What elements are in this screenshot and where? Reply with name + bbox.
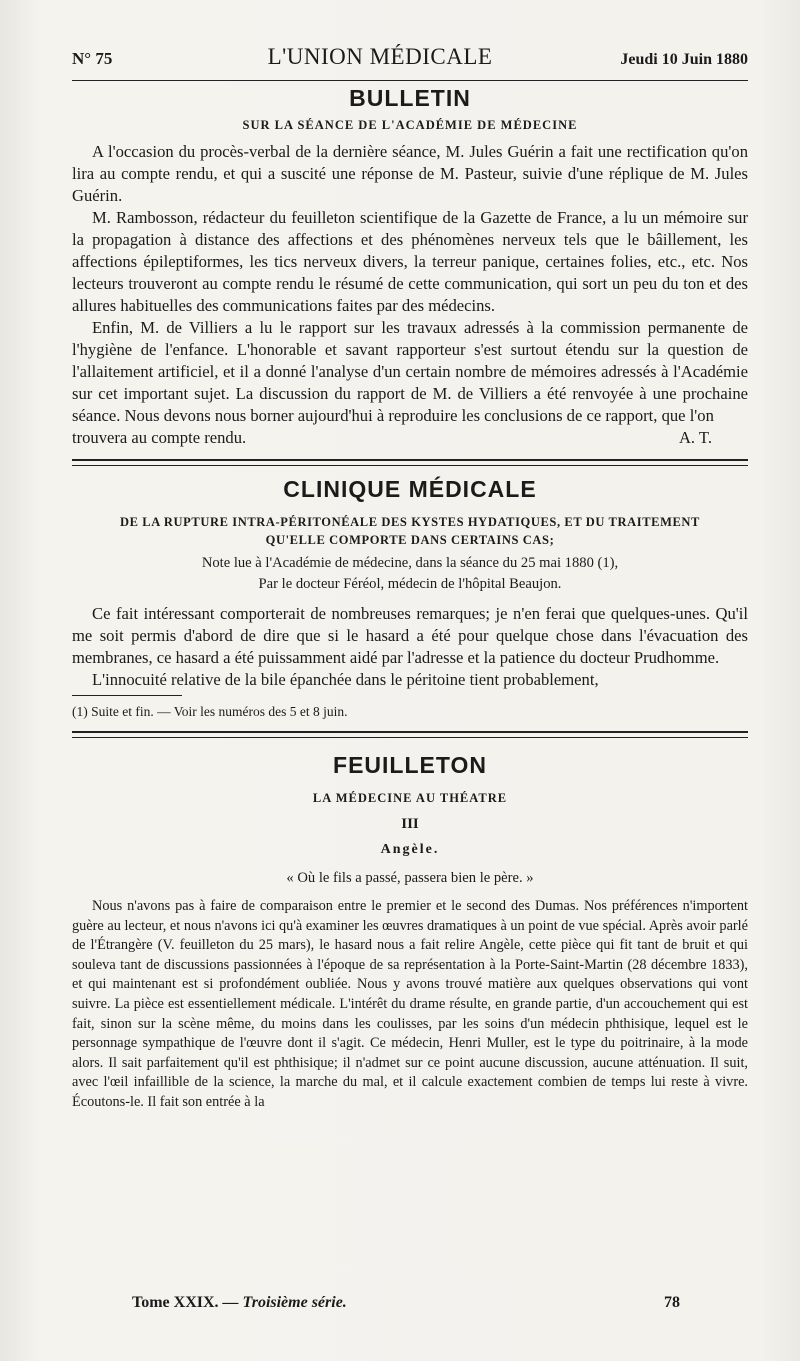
clinique-note: Note lue à l'Académie de médecine, dans la séance du 25 mai 1880 (1),	[201, 555, 619, 571]
bulletin-title: BULLETIN	[349, 85, 471, 111]
bulletin-section	[72, 85, 748, 449]
issue-date: Jeudi 10 Juin 1880	[620, 51, 748, 68]
feuilleton-epigraph: « Où le fils a passé, passera bien le père. »	[286, 870, 534, 886]
header-rule	[72, 80, 748, 81]
clinique-author: Par le docteur Féréol, médecin de l'hôpital Beaujon.	[258, 576, 562, 592]
feuilleton-subtitle: LA MÉDECINE AU THÉATRE	[312, 791, 508, 805]
footer-series: — Troisième série.	[222, 1294, 347, 1311]
bulletin-paragraph: M. Rambosson, rédacteur du feuilleton scientifique de la Gazette de France, a lu un mémoire sur la propagation à distance des affections et des phénomènes nerveux tels que le bâillement, les affections épileptiformes, les tics nerveux divers, la terreur panique, certaines folies, etc., etc. Nos lecteurs trouveront au compte rendu le résumé de cette communication, qui sort un peu du ton et des allures habituelles des communications faites par des médecins.	[72, 208, 748, 315]
footer-tome: Tome XXIX.	[132, 1294, 219, 1311]
section-divider	[72, 731, 748, 738]
clinique-heading-line2: QU'ELLE COMPORTE DANS CERTAINS CAS;	[265, 533, 555, 547]
clinique-title: CLINIQUE MÉDICALE	[283, 476, 537, 502]
page-footer	[132, 1294, 680, 1312]
bulletin-signature: A. T.	[678, 428, 712, 447]
journal-title: L'UNION MÉDICALE	[267, 44, 493, 69]
bulletin-last-line: trouvera au compte rendu.	[72, 428, 247, 447]
feuilleton-title: FEUILLETON	[333, 752, 487, 778]
feuilleton-section	[72, 752, 748, 1113]
feuilleton-paragraph: Nous n'avons pas à faire de comparaison entre le premier et le second des Dumas. Nos préférences n'importent guère au lecteur, et nous n'avons ici qu'à examiner les œuvres dramatiques à un point de vue spécial. Après avoir parlé de l'Étrangère (V. feuilleton du 25 mars), le hasard nous a fait relire Angèle, cette pièce qui fit tant de bruit et qui souleva tant de discussions passionnées à l'époque de sa représentation à la Porte-Saint-Martin (28 décembre 1833), et qui maintenant est si profondément oubliée. Nous y avons trouvé matière aux quelques observations qui vont suivre. La pièce est essentiellement médicale. L'intérêt du drame résulte, en grande partie, d'un accouchement qui est fait, sinon sur la scène même, du moins dans les coulisses, par les soins d'un médecin phthisique, lequel est le personnage sympathique de l'œuvre dont il s'agit. Ce médecin, Henri Muller, est le type du poitrinaire, à la mode alors. Il sait parfaitement qu'il est phthisique; il n'admet sur ce point aucune discussion, aucune atténuation. Il suit, avec l'œil infaillible de la science, la marche du mal, et il calcule exactement combien de temps lui reste à vivre. Écoutons-le. Il fait son entrée à la	[72, 898, 748, 1110]
bulletin-paragraph: Enfin, M. de Villiers a lu le rapport sur les travaux adressés à la commission permanente de l'hygiène de l'enfance. L'honorable et savant rapporteur s'est surtout étendu sur la question de l'allaitement artificiel, et il a donné l'analyse d'un certain nombre de mémoires adressés à l'Académie sur cet important sujet. La discussion du rapport de M. de Villiers a été renvoyée à une prochaine séance. Nous devons nous borner aujourd'hui à reproduire les conclusions de ce rapport, que l'on	[72, 318, 748, 425]
bulletin-signature-line	[72, 427, 748, 449]
page-header	[72, 44, 748, 74]
section-divider	[72, 459, 748, 466]
clinique-footnote: (1) Suite et fin. — Voir les numéros des 5 et 8 juin.	[72, 704, 348, 719]
footer-volume	[132, 1294, 347, 1312]
feuilleton-work: Angèle.	[380, 842, 440, 857]
clinique-heading-line1: DE LA RUPTURE INTRA-PÉRITONÉALE DES KYSTES HYDATIQUES, ET DU TRAITEMENT	[120, 515, 700, 529]
bulletin-subtitle: SUR LA SÉANCE DE L'ACADÉMIE DE MÉDECINE	[242, 118, 578, 132]
clinique-paragraph: L'innocuité relative de la bile épanchée dans le péritoine tient probablement,	[92, 670, 599, 689]
bulletin-paragraph: A l'occasion du procès-verbal de la dernière séance, M. Jules Guérin a fait une rectification qu'on lira au compte rendu, et qui a suscité une réponse de M. Pasteur, suivie d'une réplique de M. Jules Guérin.	[72, 142, 748, 205]
clinique-paragraph: Ce fait intéressant comporterait de nombreuses remarques; je n'en ferai que quelques-unes. Qu'il me soit permis d'abord de dire que si le hasard a été pour quelque chose dans l'évacuation des membranes, ce hasard a été puissamment aidé par l'adresse et la patience du docteur Prudhomme.	[72, 604, 748, 667]
feuilleton-number: III	[401, 816, 419, 832]
page-number: 78	[664, 1294, 680, 1311]
issue-number: N° 75	[72, 49, 113, 68]
clinique-section	[72, 476, 748, 721]
footnote-rule	[72, 695, 182, 696]
